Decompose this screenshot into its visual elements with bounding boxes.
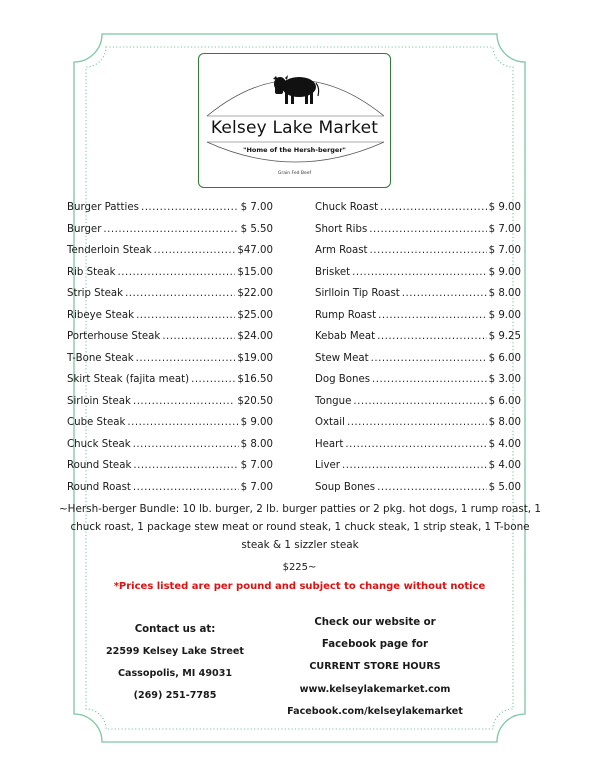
price-list-left <box>67 197 273 498</box>
list-item: Soup Bones ..... $ 5.00 <box>315 477 521 499</box>
list-item: Round Roast ..... $ 7.00 <box>67 477 273 499</box>
contact-heading: Contact us at: <box>134 624 216 635</box>
list-item: Burger ..... $ 5.50 <box>67 219 273 241</box>
list-item: Arm Roast ..... $ 7.00 <box>315 240 521 262</box>
list-item: Porterhouse Steak ..... $24.00 <box>67 326 273 348</box>
facebook-link[interactable]: Facebook.com/kelseylakemarket <box>287 705 463 717</box>
list-item: Dog Bones ..... $ 3.00 <box>315 369 521 391</box>
price-notice: *Prices listed are per pound and subject to change without notice <box>113 581 486 592</box>
logo <box>198 53 391 188</box>
list-item: Skirt Steak (fajita meat) ..... $16.50 <box>67 369 273 391</box>
bundle-description: ~Hersh-berger Bundle: 10 lb. burger, 2 lb. burger patties or 2 pkg. hot dogs, 1 rump roast, 1 chuck roast, 1 package stew meat or round steak, 1 chuck steak, 1 strip steak, 1 T-bone steak & 1 sizzler steak <box>58 503 542 551</box>
list-item: Chuck Steak ..... $ 8.00 <box>67 434 273 456</box>
list-item: Strip Steak ..... $22.00 <box>67 283 273 305</box>
list-item: Tongue ..... $ 6.00 <box>315 391 521 413</box>
list-item: Brisket ..... $ 9.00 <box>315 262 521 284</box>
list-item: Cube Steak ..... $ 9.00 <box>67 412 273 434</box>
tagline: "Home of the Hersh-berger" <box>243 146 346 154</box>
list-item: Kebab Meat ..... $ 9.25 <box>315 326 521 348</box>
phone-number[interactable]: (269) 251-7785 <box>133 690 217 701</box>
list-item: Short Ribs ..... $ 7.00 <box>315 219 521 241</box>
web-line-1: Check our website or <box>314 617 436 628</box>
store-hours-heading: CURRENT STORE HOURS <box>309 661 441 673</box>
list-item: T-Bone Steak ..... $19.00 <box>67 348 273 370</box>
list-item: Tenderloin Steak ..... $47.00 <box>67 240 273 262</box>
list-item: Sirloin Steak ..... $20.50 <box>67 391 273 413</box>
city-state-zip: Cassopolis, MI 49031 <box>117 668 233 679</box>
contact-block <box>95 619 255 707</box>
cow-icon <box>273 75 319 104</box>
list-item: Oxtail ..... $ 8.00 <box>315 412 521 434</box>
website-link[interactable]: www.kelseylakemarket.com <box>299 683 451 695</box>
web-line-2: Facebook page for <box>321 639 429 651</box>
list-item: Stew Meat ..... $ 6.00 <box>315 348 521 370</box>
list-item: Heart ..... $ 4.00 <box>315 434 521 456</box>
list-item: Ribeye Steak ..... $25.00 <box>67 305 273 327</box>
street-address: 22599 Kelsey Lake Street <box>106 646 244 657</box>
list-item: Liver ..... $ 4.00 <box>315 455 521 477</box>
bundle-price: $225~ <box>282 562 317 573</box>
list-item: Sirlloin Tip Roast ..... $ 8.00 <box>315 283 521 305</box>
price-list-right <box>315 197 521 498</box>
list-item: Rib Steak ..... $15.00 <box>67 262 273 284</box>
list-item: Chuck Roast ..... $ 9.00 <box>315 197 521 219</box>
store-name: Kelsey Lake Market <box>210 118 379 138</box>
list-item: Rump Roast ..... $ 9.00 <box>315 305 521 327</box>
web-block <box>270 612 480 723</box>
list-item: Burger Patties ..... $ 7.00 <box>67 197 273 219</box>
list-item: Round Steak ..... $ 7.00 <box>67 455 273 477</box>
logo-subtext: Grain Fed Beef <box>277 171 312 176</box>
